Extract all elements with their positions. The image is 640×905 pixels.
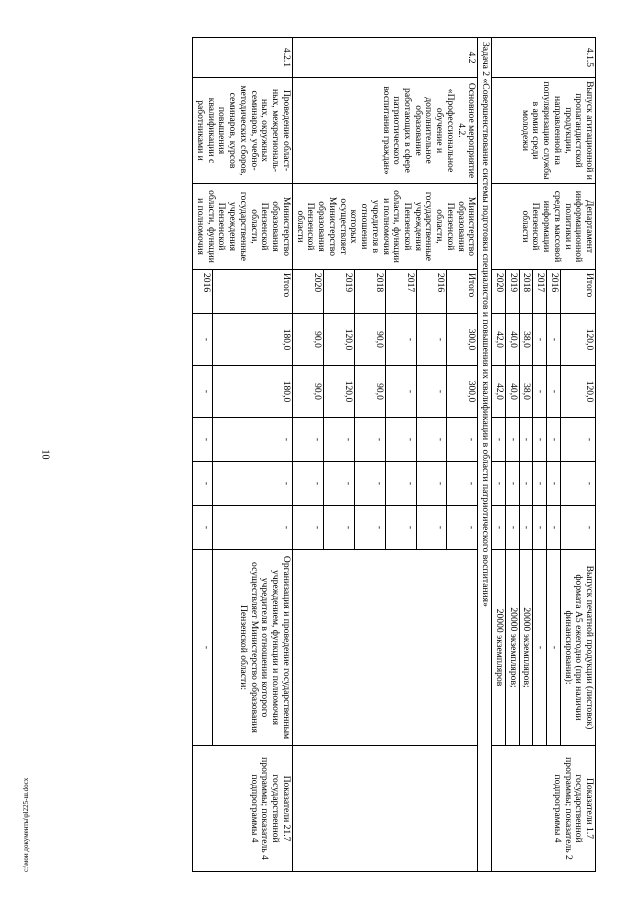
funding-local-cell: - bbox=[416, 462, 447, 506]
funding-total-cell: 120,0 bbox=[323, 314, 354, 366]
period-cell: 2016 bbox=[193, 270, 212, 314]
funding-federal-cell: - bbox=[354, 418, 385, 462]
funding-other-cell: - bbox=[492, 506, 506, 550]
funding-local-cell: - bbox=[447, 462, 478, 506]
funding-regional-cell: 120,0 bbox=[323, 366, 354, 418]
funding-other-cell: - bbox=[547, 506, 561, 550]
funding-total-cell: - bbox=[547, 314, 561, 366]
period-cell: 2018 bbox=[354, 270, 385, 314]
funding-regional-cell: 90,0 bbox=[354, 366, 385, 418]
funding-other-cell: - bbox=[385, 506, 416, 550]
period-cell: Итого bbox=[447, 270, 478, 314]
funding-federal-cell: - bbox=[385, 418, 416, 462]
table-row bbox=[560, 38, 595, 872]
funding-local-cell: - bbox=[385, 462, 416, 506]
period-cell: Итого bbox=[560, 270, 595, 314]
expected-result-cell: - bbox=[533, 550, 547, 746]
funding-other-cell: - bbox=[212, 506, 292, 550]
funding-total-cell: 90,0 bbox=[354, 314, 385, 366]
funding-regional-cell: - bbox=[547, 366, 561, 418]
activity-name: Выпуск агитационной и пропагандистской продукции, направленной на популяризацию службы в армии среди молодежи bbox=[492, 78, 596, 184]
funding-federal-cell: - bbox=[492, 418, 506, 462]
funding-other-cell: - bbox=[292, 506, 323, 550]
table-row bbox=[212, 38, 292, 872]
funding-total-cell: 42,0 bbox=[492, 314, 506, 366]
funding-local-cell: - bbox=[492, 462, 506, 506]
period-cell: 2019 bbox=[505, 270, 519, 314]
period-cell: 2020 bbox=[292, 270, 323, 314]
funding-local-cell: - bbox=[519, 462, 533, 506]
period-cell: 2016 bbox=[547, 270, 561, 314]
expected-result-cell: 20000 экземпляров bbox=[492, 550, 506, 746]
indicator-link bbox=[292, 746, 477, 872]
funding-federal-cell: - bbox=[416, 418, 447, 462]
expected-result-cell bbox=[292, 550, 477, 746]
period-cell: 2018 bbox=[519, 270, 533, 314]
funding-federal-cell: - bbox=[212, 418, 292, 462]
funding-federal-cell: - bbox=[547, 418, 561, 462]
expected-result-cell: 20000 экземпляров; bbox=[519, 550, 533, 746]
funding-regional-cell: 38,0 bbox=[519, 366, 533, 418]
period-cell: Итого bbox=[212, 270, 292, 314]
activity-executor: Министерство образования Пензенской области, государственные учреждения Пензенской области, функции и полномочия bbox=[193, 184, 293, 270]
funding-federal-cell: - bbox=[447, 418, 478, 462]
funding-federal-cell: - bbox=[533, 418, 547, 462]
funding-total-cell: - bbox=[193, 314, 212, 366]
funding-regional-cell: 42,0 bbox=[492, 366, 506, 418]
funding-local-cell: - bbox=[292, 462, 323, 506]
funding-federal-cell: - bbox=[560, 418, 595, 462]
funding-regional-cell: - bbox=[416, 366, 447, 418]
funding-local-cell: - bbox=[323, 462, 354, 506]
period-cell: 2017 bbox=[533, 270, 547, 314]
funding-total-cell: 120,0 bbox=[560, 314, 595, 366]
funding-other-cell: - bbox=[560, 506, 595, 550]
funding-total-cell: - bbox=[416, 314, 447, 366]
funding-regional-cell: 180,0 bbox=[212, 366, 292, 418]
funding-federal-cell: - bbox=[193, 418, 212, 462]
funding-regional-cell: - bbox=[533, 366, 547, 418]
funding-federal-cell: - bbox=[292, 418, 323, 462]
page-number: 10 bbox=[39, 449, 51, 460]
task-heading: Задача 2 «Совершенствование системы подготовки специалистов и повышения их квалификации в области патриотического воспитания» bbox=[478, 38, 492, 872]
funding-total-cell: 180,0 bbox=[212, 314, 292, 366]
funding-federal-cell: - bbox=[519, 418, 533, 462]
file-path-footer: c:\мои документы\pl225-ш.docx bbox=[22, 777, 30, 872]
funding-regional-cell: 300,0 bbox=[447, 366, 478, 418]
funding-other-cell: - bbox=[519, 506, 533, 550]
funding-regional-cell: 40,0 bbox=[505, 366, 519, 418]
funding-other-cell: - bbox=[323, 506, 354, 550]
funding-total-cell: - bbox=[533, 314, 547, 366]
activity-executor: Министерство образования Пензенской области, государственные учреждения Пензенской области, функции и полномочия учредителя в отношении которых осуществляет Министерство образования Пензенской области bbox=[292, 184, 477, 270]
funding-local-cell: - bbox=[212, 462, 292, 506]
period-cell: 2020 bbox=[492, 270, 506, 314]
period-cell: 2017 bbox=[385, 270, 416, 314]
funding-other-cell: - bbox=[447, 506, 478, 550]
funding-local-cell: - bbox=[354, 462, 385, 506]
funding-total-cell: - bbox=[385, 314, 416, 366]
funding-local-cell: - bbox=[547, 462, 561, 506]
activity-executor: Департамент информационной политики и средств массовой информации Пензенской области bbox=[492, 184, 596, 270]
funding-other-cell: - bbox=[533, 506, 547, 550]
expected-result-cell: - bbox=[547, 550, 561, 746]
funding-local-cell: - bbox=[505, 462, 519, 506]
funding-other-cell: - bbox=[505, 506, 519, 550]
activity-number: 4.1.5 bbox=[492, 38, 596, 78]
program-activities-table bbox=[192, 37, 596, 872]
funding-local-cell: - bbox=[560, 462, 595, 506]
period-cell: 2016 bbox=[416, 270, 447, 314]
expected-result-cell: Организация и проведение государственным учреждением, функции и полномочия учредителя в отношении которого осуществляет Министерство образования Пензенской области: bbox=[212, 550, 292, 746]
funding-total-cell: 40,0 bbox=[505, 314, 519, 366]
funding-regional-cell: 120,0 bbox=[560, 366, 595, 418]
expected-result-cell: 20000 экземпляров; bbox=[505, 550, 519, 746]
funding-total-cell: 300,0 bbox=[447, 314, 478, 366]
funding-other-cell: - bbox=[354, 506, 385, 550]
indicator-link: Показатели 21.7 государственной программы; показатель 4 подпрограммы 4 bbox=[193, 746, 293, 872]
indicator-link: Показатели 1.7 государственной программы; показатель 2 подпрограммы 4 bbox=[492, 746, 596, 872]
funding-other-cell: - bbox=[193, 506, 212, 550]
funding-federal-cell: - bbox=[505, 418, 519, 462]
activity-number: 4.2 bbox=[292, 38, 477, 78]
funding-regional-cell: 90,0 bbox=[292, 366, 323, 418]
task-heading-row bbox=[478, 38, 492, 872]
funding-local-cell: - bbox=[193, 462, 212, 506]
funding-total-cell: 38,0 bbox=[519, 314, 533, 366]
funding-regional-cell: - bbox=[385, 366, 416, 418]
funding-federal-cell: - bbox=[323, 418, 354, 462]
activity-name: Проведение област-ных, межрегиональ-ных, окружных семинаров, учебно-методических сборов, семинаров, курсов повышения квалификации с работниками и bbox=[193, 78, 293, 184]
program-table-sheet bbox=[71, 37, 596, 871]
activity-number: 4.2.1 bbox=[193, 38, 293, 78]
funding-total-cell: 90,0 bbox=[292, 314, 323, 366]
activity-name: Основное мероприятие 4.2. «Профессиональное обучение и дополнительное образование работающих в сфере патриотического воспитания граждан» bbox=[292, 78, 477, 184]
funding-local-cell: - bbox=[533, 462, 547, 506]
period-cell: 2019 bbox=[323, 270, 354, 314]
expected-result-cell: - bbox=[193, 550, 212, 746]
expected-result-cell: Выпуск печатной продукции (листовок) формата А5 ежегодно (при наличии финансирования): bbox=[560, 550, 595, 746]
table-row bbox=[447, 38, 478, 872]
funding-other-cell: - bbox=[416, 506, 447, 550]
funding-regional-cell: - bbox=[193, 366, 212, 418]
